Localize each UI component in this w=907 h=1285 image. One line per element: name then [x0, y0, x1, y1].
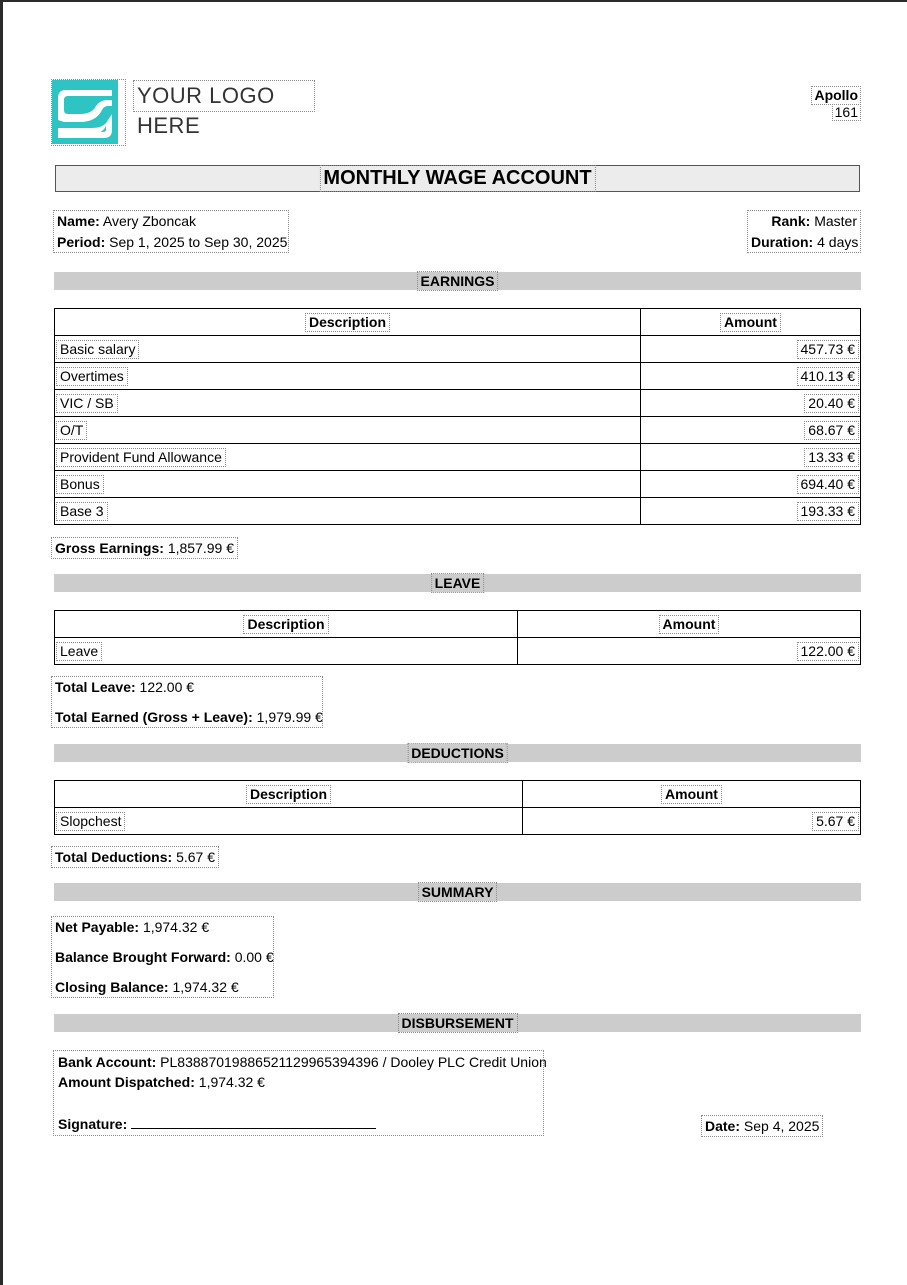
- earnings-col-description: Description: [306, 314, 389, 331]
- signature-row: [54, 1114, 543, 1134]
- earning-description: Overtimes: [57, 368, 127, 385]
- leave-table: [54, 610, 861, 665]
- leave-totals: [52, 677, 322, 727]
- period-label: Period:: [57, 234, 106, 250]
- company-logo: [52, 80, 125, 145]
- earning-amount: 694.40 €: [798, 476, 859, 493]
- deductions-section-title: DEDUCTIONS: [408, 744, 507, 762]
- bank-account-value: PL83887019886521129965394396 / Dooley PLC Credit Union: [160, 1054, 547, 1070]
- amount-dispatched-row: [54, 1072, 543, 1092]
- employee-info: [54, 211, 288, 252]
- earning-description: Provident Fund Allowance: [57, 449, 225, 466]
- table-row: [55, 638, 861, 665]
- disbursement-section-header: [54, 1014, 861, 1032]
- vessel-number: 161: [834, 104, 858, 120]
- earning-description: Basic salary: [57, 341, 138, 358]
- rank-label: Rank:: [771, 213, 811, 229]
- earning-description: VIC / SB: [57, 395, 117, 412]
- logo-placeholder-text: YOUR LOGO HERE: [134, 81, 314, 111]
- gross-earnings-label: Gross Earnings:: [55, 540, 164, 556]
- summary-section-header: [54, 883, 861, 901]
- net-payable-row: [52, 917, 273, 947]
- earning-amount: 193.33 €: [798, 503, 859, 520]
- earning-description: Base 3: [57, 503, 107, 520]
- deductions-section-header: [54, 744, 861, 762]
- duration-label: Duration:: [751, 234, 814, 250]
- earning-amount: 13.33 €: [805, 449, 858, 466]
- amount-dispatched-value: 1,974.32 €: [198, 1074, 265, 1090]
- earning-description: Bonus: [57, 476, 103, 493]
- date-value: Sep 4, 2025: [743, 1118, 820, 1134]
- table-row: [55, 336, 861, 363]
- balance-brought-forward-value: 0.00 €: [234, 949, 274, 965]
- disbursement-section-title: DISBURSEMENT: [398, 1014, 516, 1032]
- net-payable-value: 1,974.32 €: [142, 919, 210, 935]
- rank-info: [748, 211, 860, 252]
- vessel-name: Apollo: [814, 87, 858, 103]
- logo-icon: [52, 80, 118, 144]
- total-deductions-label: Total Deductions:: [55, 849, 173, 865]
- employee-name: Avery Zboncak: [102, 213, 197, 229]
- rank-value: Master: [814, 213, 857, 229]
- deduction-description: Slopchest: [57, 813, 124, 830]
- deductions-table: [54, 780, 861, 835]
- duration-value: 4 days: [817, 234, 859, 250]
- closing-balance-label: Closing Balance:: [55, 979, 169, 995]
- total-deductions: [52, 847, 218, 867]
- leave-amount: 122.00 €: [798, 643, 859, 660]
- gross-earnings: [52, 538, 237, 558]
- document-title-bar: [55, 165, 860, 192]
- deductions-col-amount: Amount: [662, 786, 721, 803]
- rank-row: [748, 211, 860, 232]
- leave-col-description: Description: [244, 616, 327, 633]
- leave-section-header: [54, 574, 861, 592]
- balance-brought-forward-label: Balance Brought Forward:: [55, 949, 231, 965]
- total-leave-label: Total Leave:: [55, 679, 136, 695]
- earning-amount: 68.67 €: [805, 422, 858, 439]
- signature-label: Signature:: [58, 1116, 128, 1132]
- table-row: [55, 363, 861, 390]
- deductions-col-description: Description: [247, 786, 330, 803]
- leave-header-row: [55, 611, 861, 638]
- table-row: [55, 444, 861, 471]
- amount-dispatched-label: Amount Dispatched:: [58, 1074, 195, 1090]
- table-row: [55, 808, 861, 835]
- bank-account-label: Bank Account:: [58, 1054, 157, 1070]
- deduction-amount: 5.67 €: [813, 813, 858, 830]
- earnings-col-amount: Amount: [721, 314, 780, 331]
- pay-period: Sep 1, 2025 to Sep 30, 2025: [109, 234, 288, 250]
- pay-period-row: [54, 232, 288, 253]
- total-earned-value: 1,979.99 €: [256, 709, 323, 725]
- closing-balance-value: 1,974.32 €: [172, 979, 239, 995]
- date-label: Date:: [705, 1118, 741, 1134]
- total-earned-label: Total Earned (Gross + Leave):: [55, 709, 253, 725]
- earning-amount: 410.13 €: [798, 368, 859, 385]
- leave-col-amount: Amount: [660, 616, 719, 633]
- leave-section-title: LEAVE: [432, 574, 484, 592]
- earnings-header-row: [55, 309, 861, 336]
- earnings-table: [54, 308, 861, 525]
- total-leave-row: [52, 677, 322, 707]
- signature-line[interactable]: [131, 1115, 376, 1129]
- document-title: MONTHLY WAGE ACCOUNT: [320, 166, 594, 191]
- table-row: [55, 390, 861, 417]
- disbursement-box: [54, 1051, 547, 1135]
- total-earned-row: [52, 707, 322, 727]
- employee-name-row: [54, 211, 288, 232]
- table-row: [55, 498, 861, 525]
- balance-brought-forward-row: [52, 947, 273, 977]
- disbursement-date: [702, 1116, 822, 1136]
- total-leave-value: 122.00 €: [139, 679, 195, 695]
- closing-balance-row: [52, 977, 273, 997]
- earning-amount: 20.40 €: [805, 395, 858, 412]
- name-label: Name:: [57, 213, 100, 229]
- duration-row: [748, 232, 860, 253]
- table-row: [55, 417, 861, 444]
- earnings-section-header: [54, 272, 861, 290]
- table-row: [55, 471, 861, 498]
- net-payable-label: Net Payable:: [55, 919, 140, 935]
- earning-description: O/T: [57, 422, 86, 439]
- total-deductions-value: 5.67 €: [176, 849, 216, 865]
- earnings-section-title: EARNINGS: [418, 272, 498, 290]
- summary-section-title: SUMMARY: [419, 883, 497, 901]
- earning-amount: 457.73 €: [798, 341, 859, 358]
- summary-box: [52, 917, 273, 997]
- leave-description: Leave: [57, 643, 101, 660]
- deductions-header-row: [55, 781, 861, 808]
- bank-account-row: [54, 1052, 547, 1072]
- gross-earnings-value: 1,857.99 €: [167, 540, 234, 556]
